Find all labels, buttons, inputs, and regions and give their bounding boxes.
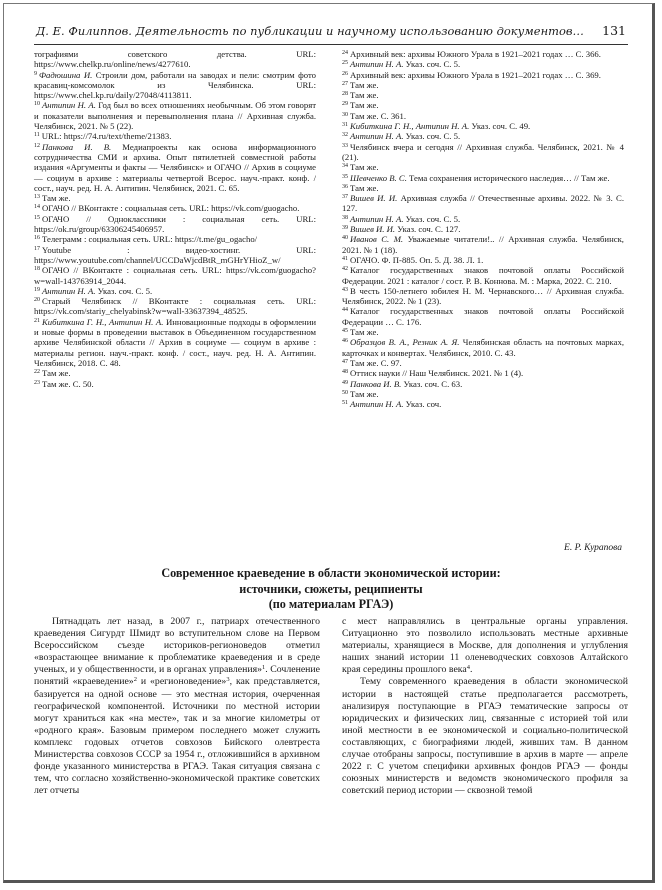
footnote [34,193,316,203]
footnote [34,49,316,70]
footnote [342,59,624,69]
footnote-text: Старый Челябинск // ВКонтакте : социальная сеть. URL: https://vk.com/stariy_chelyabinsk?w=wall-33637394_48525. [34,296,316,317]
paragraph-text: Тему современного краеведения в области экономической истории в настоящей статье предполагается рассмотреть, анализируя поступающие в РГАЭ тематические запросы от юридических и физических лиц, связанные с историей той или иной местности в ее экономической и социально-политической составляющих, с биографиями людей, живших там. В данном случае отобраны запросы, поступившие в архив в марте — апреле 2022 г. С учетом специфики архивных фондов РГАЭ — фонды союзных министерств и ведомств экономического профиля за советский период истории — сквозной темой [342,676,628,797]
footnote [34,203,316,213]
footnote-text: ОГАЧО // Одноклассники : социальная сеть. URL: https://ok.ru/group/63306245406957. [34,213,316,235]
footnote [342,183,624,193]
footnote [342,121,624,131]
footnote-number: 47 [342,358,348,365]
footnote-reference[interactable]: 2 [133,676,137,684]
footnote [342,389,624,399]
footnote-number: 10 [34,101,40,108]
footnote-author: Антипин Н. А. [350,131,404,142]
footnote-text: Там же. [350,90,379,101]
footnote-text: Строили дом, работали на заводах и пели: смотрим фото красавиц-комсомолок из Челябинска. URL: https://www.chel.kp.ru/daily/27048/4113811. [34,69,316,101]
footnote [342,100,624,110]
footnote [34,131,316,141]
footnote-text: Там же. С. 50. [42,378,94,389]
footnote-number: 40 [342,235,348,242]
footnote-reference[interactable]: 3 [226,676,230,684]
footnote-text: Указ. соч. С. 5. [95,285,153,296]
footnote-text: Указ. соч. С. 63. [401,378,463,389]
footnote-text: Инновационные подходы в оформлении и новые формы в проведении выставок в Объединенном государственном архиве Челябинской области // Архив в социуме — социум в архиве : материалы регион. науч.-практ. конф. / сост., науч. ред. Н. А. Антипин. Челябинск, 2018. С. 48. [34,316,316,368]
footnote-text: Там же. [350,327,379,338]
footnote [342,358,624,368]
paragraph-text: . [470,664,473,676]
article-author: Е. Р. Курапова [564,543,622,553]
footnote-text: Указ. соч. [403,399,442,410]
footnote-number: 42 [342,266,348,273]
paragraph-text: и «регионоведение» [136,676,227,688]
footnote-number: 26 [342,70,348,77]
footnote [34,296,316,317]
footnote-text: Архивный век: архивы Южного Урала в 1921–2021 годах … С. 366. [350,49,601,59]
paragraph-text: . Сочленение понятий «краеведение» [34,664,320,688]
footnote-author: Фадюшина И. [39,69,93,80]
footnote-number: 39 [342,225,348,232]
footnote [342,131,624,141]
footnote-number: 51 [342,400,348,407]
footnote-text: ОГАЧО. Ф. П-885. Оп. 5. Д. 38. Л. 1. [350,254,484,265]
footnote [34,234,316,244]
footnote-author: Антипин Н. А. [350,59,404,70]
footnote-text: Там же. [350,388,379,399]
footnote [342,142,624,163]
footnote-text: Youtube : видео-хостинг. URL: https://www.youtube.com/channel/UCCDaWjcdBtR_mGHrYHioZ_w/ [34,244,316,265]
article-title-line: (по материалам РГАЭ) [268,597,394,611]
footnote-text: Там же. [42,368,71,379]
footnote [342,70,624,80]
footnote-number: 35 [342,173,348,180]
footnote-text: Архивный век: архивы Южного Урала в 1921–2021 годах … С. 369. [350,69,601,80]
footnote-number: 15 [34,214,40,221]
running-header-title: Д. Е. Филиппов. Деятельность по публикации и научному использованию документов… [36,24,584,38]
footnote [342,111,624,121]
footnote [342,265,624,286]
footnote-number: 34 [342,163,348,170]
footnote [34,100,316,131]
footnote-text: Год был во всех отношениях необычным. Об этом говорят и показатели выполнения и перевыполнения плана // Архивная служба. Челябинск, 2021. № 5 (22). [34,100,316,132]
footnote-text: Уважаемые читатели!.. // Архивная служба. Челябинск, 2021. № 1 (18). [342,234,624,255]
footnote-number: 14 [34,204,40,211]
footnote-number: 45 [342,328,348,335]
footnote [34,214,316,235]
footnote [342,193,624,214]
footnote-author: Кибиткина Г. Н., Антипин Н. А. [350,121,470,132]
footnote-text: В честь 150-летнего юбилея Н. М. Чернавского… // Архивная служба. Челябинск, 2022. № 1 (23). [342,285,624,307]
footnote-text: Там же. [350,162,379,173]
article-paragraph [342,616,628,676]
footnote-text: Там же. С. 97. [350,357,402,368]
footnote-author: Образцов В. А., Резник А. Я. [350,337,460,348]
footnote-text: Каталог государственных знаков почтовой оплаты Российской Федерации … С. 176. [342,306,624,327]
footnote-text: Каталог государственных знаков почтовой оплаты Российской Федерации. 2021 : каталог / сост. Р. В. Коннова. М. : Марка, 2022. С. 210. [342,265,624,286]
footnote-author: Антипин Н. А. [350,399,404,410]
footnote-number: 33 [342,142,348,149]
footnote [34,245,316,266]
footnote-number: 19 [34,286,40,293]
footnote-author: Вишев И. И. [350,193,398,204]
footnote-number: 36 [342,183,348,190]
footnote-text: Там же. [42,193,71,204]
footnote-number: 44 [342,307,348,314]
footnote-number: 20 [34,297,40,304]
footnote [342,255,624,265]
footnote [342,234,624,255]
footnote-number: 21 [34,317,40,324]
footnote [34,70,316,101]
paragraph-text: , как представляется, базируется на одной основе — это местная история, очерченная географической компонентой. Источники по местной истории могут храниться как «на месте», так и за многие километры от «родного края». Базовым примером последнего может служить комплекс годовых отчетов совхозов Бийского олевтреста Министерства совхозов СССР за 1954 г., отложившийся в архивном фонде указанного министерства в РГАЭ. Такая ситуация связана с тем, что согласно хозяйственно-экономической практике советских лет отчеты [34,676,320,797]
footnote-number: 46 [342,338,348,345]
footnote [34,379,316,389]
footnote-text: Архивная служба // Отечественные архивы. 2022. № 3. С. 127. [342,193,624,214]
footnote-number: 41 [342,255,348,262]
article-body-right-column [342,616,628,797]
footnote-text: Оттиск науки // Наш Челябинск. 2021. № 1 (4). [350,368,524,379]
footnote [34,286,316,296]
footnote-text: Там же. С. 361. [350,110,407,121]
footnote-number: 43 [342,286,348,293]
page-number: 131 [602,23,626,38]
footnote [342,399,624,409]
footnote [34,368,316,378]
article-title-line: Современное краеведение в области экономической истории: [161,566,501,580]
article-title-line: источники, сюжеты, реципиенты [239,581,423,596]
article-body-left-column [34,616,320,797]
footnote-number: 25 [342,60,348,67]
footnote [342,214,624,224]
footnote [342,162,624,172]
footnote-author: Панкова И. В. [42,141,112,152]
footnote-number: 29 [342,101,348,108]
footnote-number: 49 [342,379,348,386]
footnotes-right-column [342,49,624,409]
footnote-author: Панкова И. В. [350,378,402,389]
footnote-reference[interactable]: 4 [466,664,471,672]
footnote-number: 32 [342,132,348,139]
footnote-number: 11 [34,132,40,139]
footnote-number: 30 [342,111,348,118]
footnote [342,379,624,389]
footnote-number: 18 [34,266,40,273]
footnote-text: Медиапроекты как основа информационного сотрудничества СМИ и архива. Опыт пятилетней совместной работы издания «Аргументы и факты — Челябинск» и ОГАЧО // Архив в социуме — социум в архиве : материалы четвертой Всерос. науч.-практ. конф. / сост., науч. ред. Н. А. Антипин. Челябинск, 2021. С. 65. [34,141,316,193]
footnote [342,173,624,183]
footnote-text: Челябинск вчера и сегодня // Архивная служба. Челябинск, 2021. № 4 (21). [342,141,624,162]
footnote-author: Антипин Н. А. [350,213,404,224]
footnote-author: Антипин Н. А. [42,285,96,296]
footnote-text: URL: https://74.ru/text/theme/21383. [41,131,172,142]
footnote-text: Указ. соч. С. 49. [469,121,531,132]
journal-page [34,12,628,872]
article-paragraph [342,676,628,797]
footnote [342,90,624,100]
footnote-text: Телеграмм : социальная сеть. URL: https://t.me/gu_ogacho/ [42,234,258,245]
paragraph-text: с мест направлялись в центральные органы управления. Ситуационно это позволило использовать местные архивные материалы, хранящиеся в Москве, для дополнения и углубления наших знаний истории 11 оленеводческих совхозов Алтайского края середины прошлого века [342,616,628,676]
footnote [34,317,316,368]
footnote-text: Челябинская область на почтовых марках, карточках и конвертах. Челябинск, 2010. С. 43. [342,337,624,358]
footnote-number: 27 [342,80,348,87]
paragraph-text: Пятнадцать лет назад, в 2007 г., патриарх отечественного краеведения Сигурдт Шмидт во вступительном слове на Первом Всероссийском съезде историков-регионоведов отметил «возрастающее внимание к проблематике краеведения и в среде ученых, и у общественности, и в органах управления» [34,616,320,676]
footnote-number: 23 [34,379,40,386]
footnote-reference[interactable]: 1 [262,664,266,672]
footnotes-left-column [34,49,316,389]
footnote-author: Кибиткина Г. Н., Антипин Н. А. [42,316,164,327]
footnote [342,337,624,358]
footnote [34,265,316,286]
footnote-text: ОГАЧО // ВКонтакте : социальная сеть. URL: https://vk.com/guogacho?w=wall-143763914_2044. [34,265,316,286]
footnote-text: Указ. соч. С. 5. [403,213,461,224]
footnote-text: ОГАЧО // ВКонтакте : социальная сеть. URL: https://vk.com/guogacho. [42,203,300,214]
footnote-number: 12 [34,142,40,149]
footnote-number: 24 [342,50,348,56]
footnote [342,80,624,90]
footnote-text: Там же. [350,100,379,111]
footnote-number: 17 [34,245,40,252]
footnote [342,327,624,337]
footnote [34,142,316,193]
footnote-number: 48 [342,369,348,376]
footnote-author: Вишев И. И. [350,224,396,235]
footnote-number: 9 [34,70,37,77]
footnote-text: Указ. соч. С. 5. [403,59,461,70]
footnote-number: 16 [34,235,40,242]
footnote-text: Указ. соч. С. 5. [403,131,461,142]
footnote-author: Шевченко В. С. [350,172,407,183]
footnote-number: 13 [34,194,40,201]
article-title [34,566,628,613]
footnote-number: 28 [342,91,348,98]
footnote-text: тографиями советского детства. URL: https://www.chelkp.ru/online/news/4277610. [34,49,316,70]
footnote-number: 37 [342,194,348,201]
footnote [342,286,624,307]
footnote [342,306,624,327]
footnote-number: 50 [342,389,348,396]
footnote [342,49,624,59]
running-header [34,22,628,45]
footnote-number: 22 [34,369,40,376]
article-paragraph [34,616,320,797]
footnote-text: Указ. соч. С. 127. [395,224,461,235]
footnote [342,224,624,234]
footnote-author: Антипин Н. А. [42,100,96,111]
footnote-text: Там же. [350,79,379,90]
footnote-number: 38 [342,214,348,221]
footnote-text: Тема сохранения исторического наследия… // Там же. [406,172,610,183]
footnote-number: 31 [342,122,348,129]
footnote [342,368,624,378]
footnote-author: Иванов С. М. [350,234,404,245]
footnote-text: Там же. [350,182,379,193]
